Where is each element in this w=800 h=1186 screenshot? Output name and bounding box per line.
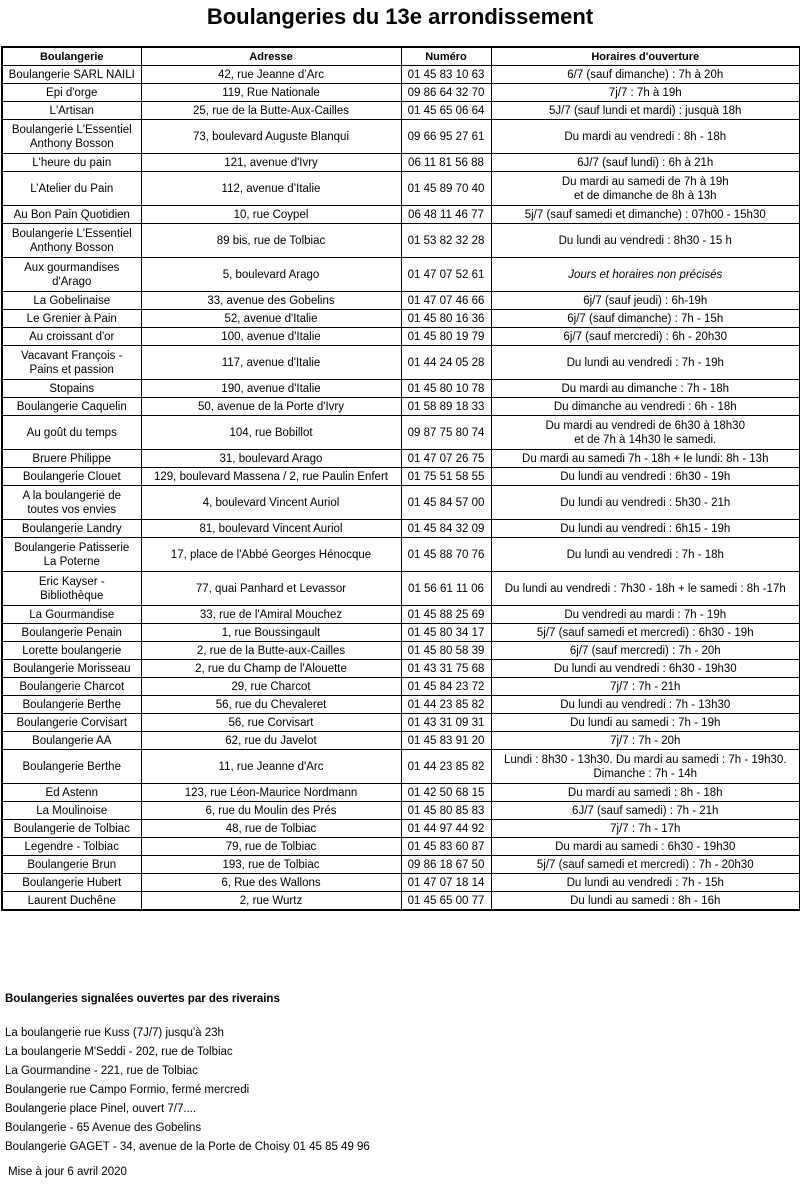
bakery-address: 4, boulevard Vincent Auriol	[141, 486, 401, 520]
bakery-name: Le Grenier à Pain	[2, 310, 141, 328]
bakery-name: Boulangerie AA	[2, 732, 141, 750]
table-row	[2, 784, 800, 802]
bakery-hours: 7j/7 : 7h - 17h	[491, 820, 800, 838]
bakery-address: 52, avenue d'Italie	[141, 310, 401, 328]
bakery-address: 121, avenue d'Ivry	[141, 154, 401, 172]
table-body	[2, 66, 800, 911]
column-header-name: Boulangerie	[2, 47, 141, 66]
table-row	[2, 102, 800, 120]
bakery-address: 42, rue Jeanne d’Arc	[141, 66, 401, 84]
bakery-hours: Du lundi au vendredi : 6h15 - 19h	[491, 520, 800, 538]
bakery-phone: 01 43 31 09 31	[401, 714, 491, 732]
bakery-name: L'heure du pain	[2, 154, 141, 172]
bakery-phone: 01 53 82 32 28	[401, 224, 491, 258]
bakery-name: Lorette boulangerie	[2, 642, 141, 660]
bakery-hours: 6j/7 (sauf jeudi) : 6h-19h	[491, 292, 800, 310]
bakery-hours: Du dimanche au vendredi : 6h - 18h	[491, 398, 800, 416]
bakery-phone: 01 45 83 10 63	[401, 66, 491, 84]
bakery-hours: Du mardi au samedi de 7h à 19h et de dimanche de 8h à 13h	[491, 172, 800, 206]
bakery-phone: 01 47 07 26 75	[401, 450, 491, 468]
bakery-hours: Du lundi au vendredi : 8h30 - 15 h	[491, 224, 800, 258]
bakery-hours: Du lundi au vendredi : 7h - 15h	[491, 874, 800, 892]
bakery-address: 2, rue Wurtz	[141, 892, 401, 911]
bakery-hours: 6J/7 (sauf lundi) : 6h à 21h	[491, 154, 800, 172]
bakery-address: 89 bis, rue de Tolbiac	[141, 224, 401, 258]
bakery-address: 17, place de l'Abbé Georges Hénocque	[141, 538, 401, 572]
bakery-name: La Moulinoise	[2, 802, 141, 820]
bakery-address: 6, Rue des Wallons	[141, 874, 401, 892]
bakery-name: Boulangerie Morisseau	[2, 660, 141, 678]
table-row	[2, 696, 800, 714]
bakery-name: Boulangerie SARL NAILI	[2, 66, 141, 84]
table-row	[2, 820, 800, 838]
bakery-phone: 01 45 88 25 69	[401, 606, 491, 624]
bakery-name: Au Bon Pain Quotidien	[2, 206, 141, 224]
bakery-address: 31, boulevard Arago	[141, 450, 401, 468]
bakery-hours: 5j/7 (sauf samedi et mercredi) : 6h30 - 19h	[491, 624, 800, 642]
bakery-name: Boulangerie Caquelin	[2, 398, 141, 416]
bakery-hours: 6j/7 (sauf dimanche) : 7h - 15h	[491, 310, 800, 328]
table-row	[2, 328, 800, 346]
bakery-phone: 09 87 75 80 74	[401, 416, 491, 450]
bakery-address: 56, rue du Chevaleret	[141, 696, 401, 714]
bakery-hours: Jours et horaires non précisés	[491, 258, 800, 292]
bakery-address: 117, avenue d'Italie	[141, 346, 401, 380]
bakery-address: 62, rue du Javelot	[141, 732, 401, 750]
bakery-name: Boulangerie Brun	[2, 856, 141, 874]
bakery-phone: 01 47 07 46 66	[401, 292, 491, 310]
table-row	[2, 678, 800, 696]
table-row	[2, 398, 800, 416]
table-row	[2, 802, 800, 820]
table-row	[2, 380, 800, 398]
bakery-name: Boulangerie Landry	[2, 520, 141, 538]
table-row	[2, 732, 800, 750]
bakery-name: Boulangerie L'Essentiel Anthony Bosson	[2, 120, 141, 154]
bakery-name: Boulangerie Charcot	[2, 678, 141, 696]
bakery-name: Au goût du temps	[2, 416, 141, 450]
resident-reports-list	[5, 1024, 370, 1157]
bakery-phone: 01 45 80 19 79	[401, 328, 491, 346]
bakery-hours: Du mardi au vendredi de 6h30 à 18h30 et de 7h à 14h30 le samedi.	[491, 416, 800, 450]
resident-reports-title: Boulangeries signalées ouvertes par des riverains	[5, 993, 280, 1005]
bakery-phone: 09 66 95 27 61	[401, 120, 491, 154]
bakery-phone: 01 45 80 85 83	[401, 802, 491, 820]
table-row	[2, 154, 800, 172]
bakery-phone: 01 45 83 60 87	[401, 838, 491, 856]
bakery-address: 2, rue du Champ de l'Alouette	[141, 660, 401, 678]
resident-report-item: Boulangerie rue Campo Formio, fermé mercredi	[5, 1084, 250, 1096]
bakery-phone: 01 44 23 85 82	[401, 696, 491, 714]
bakery-address: 193, rue de Tolbiac	[141, 856, 401, 874]
bakery-phone: 01 44 97 44 92	[401, 820, 491, 838]
bakery-hours: 7j/7 : 7h - 21h	[491, 678, 800, 696]
bakery-name: Boulangerie de Tolbiac	[2, 820, 141, 838]
bakery-name: Epi d'orge	[2, 84, 141, 102]
table-row	[2, 520, 800, 538]
bakery-name: Boulangerie Hubert	[2, 874, 141, 892]
bakery-name: La Gobelinaise	[2, 292, 141, 310]
resident-report-item: Boulangerie GAGET - 34, avenue de la Porte de Choisy 01 45 85 49 96	[5, 1141, 370, 1153]
bakery-phone: 06 48 11 46 77	[401, 206, 491, 224]
table-row	[2, 346, 800, 380]
bakery-name: Boulangerie Corvisart	[2, 714, 141, 732]
bakery-name: Eric Kayser - Bibliothèque	[2, 572, 141, 606]
bakery-phone: 01 45 88 70 76	[401, 538, 491, 572]
table-row	[2, 660, 800, 678]
bakery-phone: 01 75 51 58 55	[401, 468, 491, 486]
resident-report-item: La Gourmandine - 221, rue de Tolbiac	[5, 1065, 198, 1077]
table-row	[2, 838, 800, 856]
bakery-name: Laurent Duchêne	[2, 892, 141, 911]
table-row	[2, 750, 800, 784]
bakery-name: Boulangerie L'Essentiel Anthony Bosson	[2, 224, 141, 258]
bakery-name: Ed Astenn	[2, 784, 141, 802]
bakery-name: Vacavant François - Pains et passion	[2, 346, 141, 380]
resident-report-item: Boulangerie - 65 Avenue des Gobelins	[5, 1122, 202, 1134]
bakery-name: Boulangerie Berthe	[2, 696, 141, 714]
table-row	[2, 450, 800, 468]
page-title: Boulangeries du 13e arrondissement	[206, 4, 594, 29]
column-header-phone: Numéro	[401, 47, 491, 66]
resident-reports-section	[5, 990, 370, 1157]
bakery-hours: Du mardi au samedi 7h - 18h + le lundi: 8h - 13h	[491, 450, 800, 468]
bakery-hours: Du lundi au vendredi : 7h30 - 18h + le samedi : 8h -17h	[491, 572, 800, 606]
bakery-phone: 01 45 80 16 36	[401, 310, 491, 328]
bakery-address: 11, rue Jeanne d'Arc	[141, 750, 401, 784]
bakery-hours: 7j/7 : 7h - 20h	[491, 732, 800, 750]
bakery-address: 29, rue Charcot	[141, 678, 401, 696]
table-row	[2, 624, 800, 642]
bakery-phone: 01 45 83 91 20	[401, 732, 491, 750]
bakery-phone: 01 45 84 23 72	[401, 678, 491, 696]
column-header-hours: Horaires d'ouverture	[491, 47, 800, 66]
bakery-phone: 06 11 81 56 88	[401, 154, 491, 172]
bakery-address: 1, rue Boussingault	[141, 624, 401, 642]
bakery-hours: Du mardi au dimanche : 7h - 18h	[491, 380, 800, 398]
bakery-phone: 01 45 80 58 39	[401, 642, 491, 660]
column-header-address: Adresse	[141, 47, 401, 66]
table-row	[2, 874, 800, 892]
bakery-name: Boulangerie Clouet	[2, 468, 141, 486]
table-row	[2, 486, 800, 520]
table-row	[2, 714, 800, 732]
bakery-phone: 01 56 61 11 06	[401, 572, 491, 606]
bakery-name: Aux gourmandises d'Arago	[2, 258, 141, 292]
bakery-address: 2, rue de la Butte-aux-Cailles	[141, 642, 401, 660]
table-row	[2, 416, 800, 450]
bakery-hours: Du lundi au vendredi : 7h - 13h30	[491, 696, 800, 714]
bakery-hours: Du lundi au samedi : 8h - 16h	[491, 892, 800, 911]
bakery-hours: 5j/7 (sauf samedi et dimanche) : 07h00 - 15h30	[491, 206, 800, 224]
bakery-address: 73, boulevard Auguste Blanqui	[141, 120, 401, 154]
bakery-address: 81, boulevard Vincent Auriol	[141, 520, 401, 538]
bakery-hours: Du lundi au vendredi : 7h - 18h	[491, 538, 800, 572]
bakery-phone: 01 58 89 18 33	[401, 398, 491, 416]
bakery-hours: Du lundi au samedi : 7h - 19h	[491, 714, 800, 732]
table-row	[2, 892, 800, 911]
resident-report-item: La boulangerie rue Kuss (7J/7) jusqu'à 23h	[5, 1027, 224, 1039]
bakery-phone: 09 86 18 67 50	[401, 856, 491, 874]
bakery-hours: Du lundi au vendredi : 6h30 - 19h30	[491, 660, 800, 678]
bakery-phone: 01 45 65 00 77	[401, 892, 491, 911]
bakery-name: Legendre - Tolbiac	[2, 838, 141, 856]
bakery-hours: 6j/7 (sauf mercredi) : 7h - 20h	[491, 642, 800, 660]
resident-report-item: La boulangerie M'Seddi - 202, rue de Tolbiac	[5, 1046, 233, 1058]
bakery-hours: 6J/7 (sauf samedi) : 7h - 21h	[491, 802, 800, 820]
table-row	[2, 172, 800, 206]
table-row	[2, 310, 800, 328]
bakery-address: 25, rue de la Butte-Aux-Cailles	[141, 102, 401, 120]
bakery-name: Stopains	[2, 380, 141, 398]
bakery-phone: 01 45 84 57 00	[401, 486, 491, 520]
table-row	[2, 206, 800, 224]
table-row	[2, 120, 800, 154]
bakery-address: 33, rue de l'Amiral Mouchez	[141, 606, 401, 624]
bakery-hours: 5j/7 (sauf samedi et mercredi) : 7h - 20h30	[491, 856, 800, 874]
bakery-phone: 01 45 89 70 40	[401, 172, 491, 206]
bakery-address: 123, rue Léon-Maurice Nordmann	[141, 784, 401, 802]
bakery-phone: 01 44 24 05 28	[401, 346, 491, 380]
bakery-address: 6, rue du Moulin des Prés	[141, 802, 401, 820]
bakery-address: 56, rue Corvisart	[141, 714, 401, 732]
bakery-name: Boulangerie Penain	[2, 624, 141, 642]
bakery-name: L’Atelier du Pain	[2, 172, 141, 206]
table-row	[2, 856, 800, 874]
bakery-name: La Gourmandise	[2, 606, 141, 624]
bakery-address: 119, Rue Nationale	[141, 84, 401, 102]
bakery-phone: 01 47 07 52 61	[401, 258, 491, 292]
bakery-hours: Lundi : 8h30 - 13h30. Du mardi au samedi : 7h - 19h30. Dimanche : 7h - 14h	[491, 750, 800, 784]
bakery-address: 10, rue Coypel	[141, 206, 401, 224]
bakery-address: 33, avenue des Gobelins	[141, 292, 401, 310]
bakery-address: 48, rue de Tolbiac	[141, 820, 401, 838]
bakery-name: Boulangerie Berthe	[2, 750, 141, 784]
bakery-hours: Du vendredi au mardi : 7h - 19h	[491, 606, 800, 624]
bakery-address: 104, rue Bobillot	[141, 416, 401, 450]
resident-report-item: Boulangerie place Pinel, ouvert 7/7....	[5, 1103, 197, 1115]
bakery-phone: 01 42 50 68 15	[401, 784, 491, 802]
bakery-name: L'Artisan	[2, 102, 141, 120]
bakery-address: 112, avenue d’Italie	[141, 172, 401, 206]
bakeries-table	[1, 46, 800, 911]
bakery-name: Bruere Philippe	[2, 450, 141, 468]
bakery-hours: Du lundi au vendredi : 5h30 - 21h	[491, 486, 800, 520]
bakery-hours: 7j/7 : 7h à 19h	[491, 84, 800, 102]
table-row	[2, 66, 800, 84]
update-date: Mise à jour 6 avril 2020	[8, 1166, 127, 1178]
table-row	[2, 292, 800, 310]
bakery-phone: 01 45 65 06 64	[401, 102, 491, 120]
bakery-hours: Du mardi au samedi : 8h - 18h	[491, 784, 800, 802]
table-row	[2, 468, 800, 486]
bakery-hours: Du lundi au vendredi : 6h30 - 19h	[491, 468, 800, 486]
table-row	[2, 224, 800, 258]
bakery-phone: 01 43 31 75 68	[401, 660, 491, 678]
bakery-address: 129, boulevard Massena / 2, rue Paulin Enfert	[141, 468, 401, 486]
bakery-hours: Du mardi au samedi : 6h30 - 19h30	[491, 838, 800, 856]
bakery-hours: Du mardi au vendredi : 8h - 18h	[491, 120, 800, 154]
bakery-phone: 01 44 23 85 82	[401, 750, 491, 784]
bakery-hours: 5J/7 (sauf lundi et mardi) : jusquà 18h	[491, 102, 800, 120]
bakery-phone: 01 45 80 34 17	[401, 624, 491, 642]
bakery-phone: 09 86 64 32 70	[401, 84, 491, 102]
bakery-address: 100, avenue d'Italie	[141, 328, 401, 346]
bakery-name: Boulangerie Patisserie La Poterne	[2, 538, 141, 572]
bakery-address: 5, boulevard Arago	[141, 258, 401, 292]
table-row	[2, 606, 800, 624]
bakery-phone: 01 45 84 32 09	[401, 520, 491, 538]
table-row	[2, 258, 800, 292]
bakery-name: Au croissant d'or	[2, 328, 141, 346]
table-row	[2, 84, 800, 102]
table-row	[2, 572, 800, 606]
table-header-row	[2, 47, 800, 66]
bakery-hours: 6/7 (sauf dimanche) : 7h à 20h	[491, 66, 800, 84]
table-row	[2, 642, 800, 660]
bakery-address: 79, rue de Tolbiac	[141, 838, 401, 856]
bakery-phone: 01 47 07 18 14	[401, 874, 491, 892]
bakery-phone: 01 45 80 10 78	[401, 380, 491, 398]
bakery-hours: Du lundi au vendredi : 7h - 19h	[491, 346, 800, 380]
bakery-address: 50, avenue de la Porte d'Ivry	[141, 398, 401, 416]
bakery-address: 77, quai Panhard et Levassor	[141, 572, 401, 606]
bakery-address: 190, avenue d'Italie	[141, 380, 401, 398]
bakery-hours: 6j/7 (sauf mercredi) : 6h - 20h30	[491, 328, 800, 346]
bakery-name: A la boulangerie de toutes vos envies	[2, 486, 141, 520]
table-row	[2, 538, 800, 572]
